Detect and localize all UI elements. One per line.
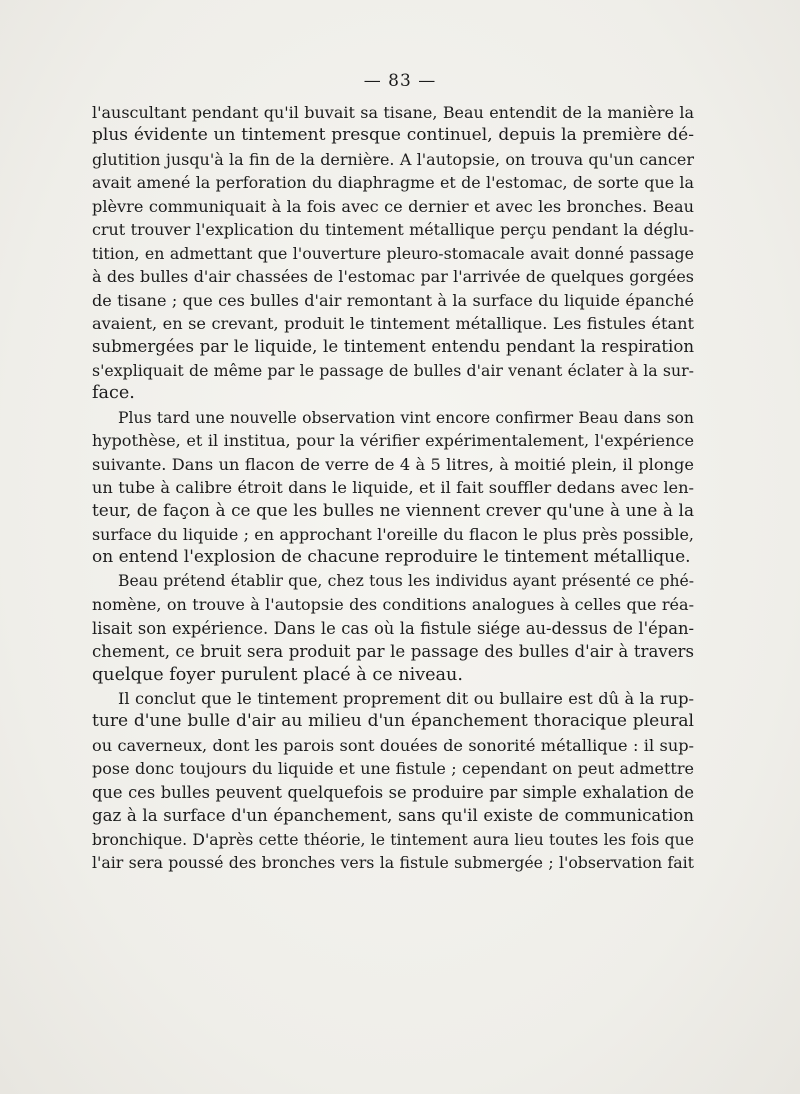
text-line: un tube à calibre étroit dans le liquide, et il fait souffler dedans avec len- <box>92 478 694 497</box>
text-line: avaient, en se crevant, produit le tintement métallique. Les fistules étant <box>92 313 694 333</box>
text-line: glutition jusqu'à la fin de la dernière. A l'autopsie, on trouva qu'un cancer <box>92 149 694 169</box>
text-line: suivante. Dans un flacon de verre de 4 à 5 litres, à moitié plein, il plonge <box>92 454 694 474</box>
text-line: bronchique. D'après cette théorie, le tintement aura lieu toutes les fois que <box>92 829 694 849</box>
text-line: l'auscultant pendant qu'il buvait sa tisane, Beau entendit de la manière la <box>92 103 694 122</box>
text-line: que ces bulles peuvent quelquefois se produire par simple exhalation de <box>92 782 694 802</box>
text-line: on entend l'explosion de chacune reproduire le tintement métallique. <box>92 547 691 568</box>
text-line: lisait son expérience. Dans le cas où la fistule siége au-dessus de l'épan- <box>92 618 694 638</box>
text-line: quelque foyer purulent placé à ce niveau. <box>92 664 463 685</box>
text-line: pose donc toujours du liquide et une fistule ; cependant on peut admettre <box>92 759 694 779</box>
text-line: de tisane ; que ces bulles d'air remontant à la surface du liquide épanché <box>92 290 694 310</box>
text-line: ture d'une bulle d'air au milieu d'un épanchement thoracique pleural <box>92 711 694 732</box>
text-line: crut trouver l'explication du tintement métallique perçu pendant la déglu- <box>92 220 694 240</box>
text-line: s'expliquait de même par le passage de bulles d'air venant éclater à la sur- <box>92 360 694 380</box>
text-line: gaz à la surface d'un épanchement, sans qu'il existe de communication <box>92 806 694 826</box>
text-line: à des bulles d'air chassées de l'estomac par l'arrivée de quelques gorgées <box>92 267 694 287</box>
text-line: nomène, on trouve à l'autopsie des conditions analogues à celles que réa- <box>92 595 694 615</box>
text-line: hypothèse, et il institua, pour la vérifier expérimentalement, l'expérience <box>92 431 694 451</box>
text-line: face. <box>92 383 135 404</box>
text-line: ou caverneux, dont les parois sont douées de sonorité métallique : il sup- <box>92 735 694 755</box>
page-number: — 83 — <box>363 71 437 91</box>
text-line: Plus tard une nouvelle observation vint encore confirmer Beau dans son <box>118 407 694 427</box>
text-line: l'air sera poussé des bronches vers la fistule submergée ; l'observation fait <box>92 853 694 872</box>
text-line: teur, de façon à ce que les bulles ne viennent crever qu'une à une à la <box>92 500 694 521</box>
text-line: Il conclut que le tintement proprement dit ou bullaire est dû à la rup- <box>118 688 694 708</box>
text-line: Beau prétend établir que, chez tous les individus ayant présenté ce phé- <box>118 571 694 590</box>
text-line: plèvre communiquait à la fois avec ce dernier et avec les bronches. Beau <box>92 196 694 216</box>
text-line: plus évidente un tintement presque continuel, depuis la première dé- <box>92 125 694 146</box>
text-line: chement, ce bruit sera produit par le passage des bulles d'air à travers <box>92 642 694 662</box>
text-line: surface du liquide ; en approchant l'oreille du flacon le plus près possible, <box>92 524 694 544</box>
text-line: avait amené la perforation du diaphragme et de l'estomac, de sorte que la <box>92 173 694 193</box>
text-line: submergées par le liquide, le tintement entendu pendant la respiration <box>92 337 694 357</box>
text-line: tition, en admettant que l'ouverture pleuro-stomacale avait donné passage <box>92 243 694 263</box>
body-text <box>92 101 694 874</box>
